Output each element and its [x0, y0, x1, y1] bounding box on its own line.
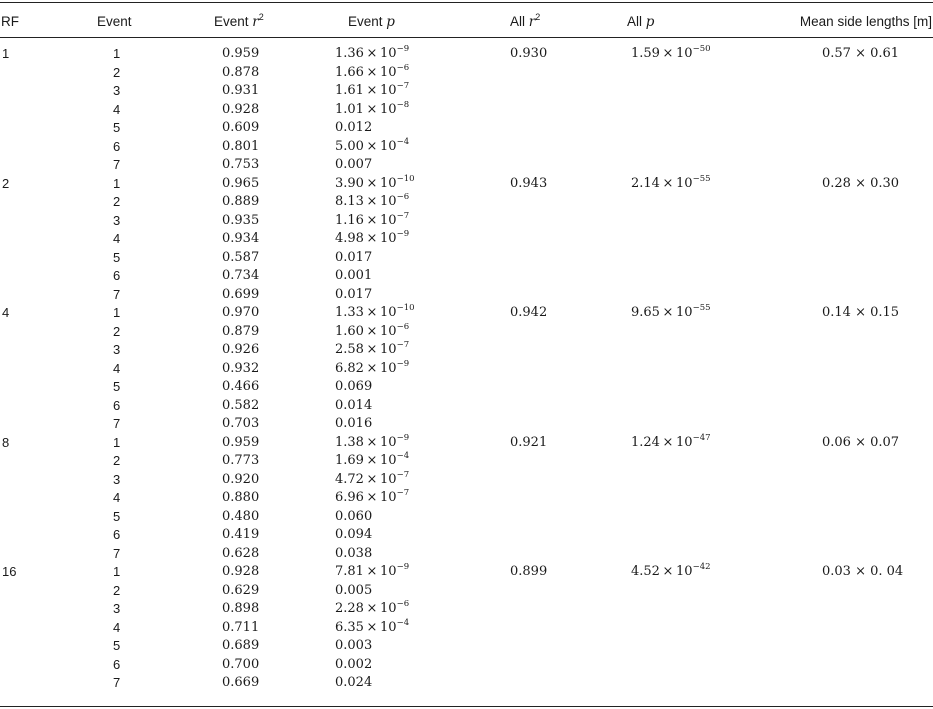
p-exponent: −7 — [396, 469, 410, 480]
event-number: 5 — [113, 379, 121, 394]
event-r2-value: 0.926 — [222, 342, 260, 357]
table-row — [0, 304, 933, 323]
table-row — [0, 360, 933, 379]
event-p-value — [335, 64, 409, 82]
times-ten: × 10 — [659, 175, 693, 191]
event-p-value — [335, 545, 372, 563]
event-number: 3 — [113, 471, 121, 487]
event-p-value — [335, 249, 372, 267]
times-ten: × 10 — [363, 212, 397, 228]
p-plain: 0.016 — [335, 416, 373, 431]
event-p-value — [335, 341, 409, 359]
p-plain: 0.001 — [335, 268, 373, 283]
p-mantissa: 1.60 — [335, 323, 364, 339]
table-row — [0, 212, 933, 231]
event-p-value — [335, 286, 372, 304]
mean-side-lengths-value: 0.06 × 0.07 — [822, 434, 900, 450]
p-exponent: −10 — [396, 173, 415, 184]
table-row — [0, 378, 933, 397]
event-p-value — [335, 360, 409, 378]
mean-side-lengths-value: 0.03 × 0. 04 — [822, 564, 904, 579]
event-r2-value: 0.703 — [222, 416, 260, 431]
table-row — [0, 471, 933, 490]
p-plain: 0.038 — [335, 545, 373, 561]
event-p-value — [335, 619, 409, 637]
table-row — [0, 452, 933, 471]
all-r2-value: 0.930 — [510, 46, 548, 61]
p-exponent: −42 — [692, 562, 711, 572]
times-ten: × 10 — [363, 564, 397, 579]
event-r2-value: 0.879 — [222, 323, 260, 339]
event-r2-value: 0.419 — [222, 527, 260, 542]
p-mantissa: 4.98 — [335, 231, 364, 246]
event-r2-value: 0.965 — [222, 175, 260, 191]
event-r2-value: 0.928 — [222, 564, 260, 579]
event-r2-value: 0.878 — [222, 64, 260, 80]
event-p-value — [335, 637, 372, 655]
times-ten: × 10 — [363, 490, 397, 505]
p-exponent: −9 — [396, 432, 410, 443]
table-top-rule — [0, 2, 933, 3]
event-p-value — [335, 212, 409, 230]
p-mantissa: 9.65 — [631, 305, 660, 320]
times-ten: × 10 — [363, 231, 397, 246]
p-mantissa: 3.90 — [335, 175, 364, 191]
event-number: 5 — [113, 249, 121, 265]
event-r2-value: 0.587 — [222, 249, 260, 265]
all-p-value — [631, 304, 711, 322]
event-number: 3 — [113, 212, 121, 228]
p-mantissa: 4.52 — [631, 564, 660, 579]
event-number: 6 — [113, 656, 121, 672]
times-ten: × 10 — [363, 175, 397, 191]
mean-side-lengths-value: 0.57 × 0.61 — [822, 46, 900, 61]
p-mantissa: 1.01 — [335, 101, 364, 117]
times-ten: × 10 — [363, 305, 397, 320]
event-number: 6 — [113, 397, 121, 413]
times-ten: × 10 — [659, 564, 693, 579]
event-number: 4 — [113, 490, 121, 505]
p-mantissa: 2.58 — [335, 342, 364, 357]
p-exponent: −9 — [396, 229, 410, 239]
times-ten: × 10 — [363, 101, 397, 117]
event-number: 2 — [113, 194, 121, 209]
event-number: 1 — [113, 46, 121, 61]
event-number: 2 — [113, 64, 121, 80]
event-number: 7 — [113, 675, 121, 690]
table-row — [0, 434, 933, 453]
p-mantissa: 6.96 — [335, 490, 364, 505]
header-event-r2: Event $r^2$ — [214, 12, 264, 30]
p-mantissa: 6.82 — [335, 360, 364, 376]
table-row — [0, 656, 933, 675]
p-mantissa: 4.72 — [335, 471, 364, 487]
times-ten: × 10 — [659, 434, 693, 450]
event-p-value — [335, 156, 372, 174]
table-row — [0, 119, 933, 138]
table-row — [0, 526, 933, 545]
event-r2-value: 0.932 — [222, 360, 260, 376]
event-r2-value: 0.689 — [222, 638, 260, 653]
p-mantissa: 7.81 — [335, 564, 364, 579]
event-number: 4 — [113, 231, 121, 246]
event-number: 6 — [113, 527, 121, 542]
event-p-value — [335, 674, 372, 692]
event-r2-value: 0.889 — [222, 194, 260, 209]
table-row — [0, 249, 933, 268]
event-p-value — [335, 508, 372, 526]
all-r2-value: 0.899 — [510, 564, 548, 579]
table-row — [0, 545, 933, 564]
rf-value: 4 — [2, 305, 10, 320]
p-exponent: −50 — [692, 44, 711, 54]
all-p-value — [631, 175, 711, 193]
event-r2-value: 0.880 — [222, 490, 260, 505]
times-ten: × 10 — [363, 619, 397, 635]
event-p-value — [335, 230, 409, 248]
event-p-value — [335, 656, 372, 674]
times-ten: × 10 — [363, 360, 397, 376]
event-r2-value: 0.711 — [222, 619, 260, 635]
p-exponent: −7 — [396, 488, 410, 498]
event-number: 2 — [113, 323, 121, 339]
event-p-value — [335, 600, 409, 618]
p-mantissa: 1.66 — [335, 64, 364, 80]
p-exponent: −10 — [396, 303, 415, 313]
event-r2-value: 0.934 — [222, 231, 260, 246]
p-exponent: −8 — [396, 99, 410, 110]
rf-value: 2 — [2, 175, 10, 191]
event-r2-value: 0.898 — [222, 601, 260, 616]
table-row — [0, 101, 933, 120]
p-plain: 0.012 — [335, 120, 373, 135]
p-exponent: −47 — [692, 432, 711, 443]
p-mantissa: 2.28 — [335, 601, 364, 616]
p-exponent: −55 — [692, 173, 711, 184]
table-row — [0, 582, 933, 601]
event-p-value — [335, 434, 409, 452]
event-r2-value: 0.753 — [222, 157, 260, 172]
event-p-value — [335, 378, 372, 396]
event-number: 1 — [113, 305, 121, 320]
event-number: 7 — [113, 286, 121, 302]
event-p-value — [335, 193, 409, 211]
table-row — [0, 267, 933, 286]
all-r2-value: 0.921 — [510, 434, 548, 450]
event-number: 3 — [113, 83, 121, 98]
p-plain: 0.094 — [335, 527, 373, 542]
p-mantissa: 8.13 — [335, 194, 364, 209]
p-exponent: −9 — [396, 358, 410, 369]
table-row — [0, 82, 933, 101]
table-row — [0, 323, 933, 342]
all-p-value — [631, 434, 711, 452]
event-number: 3 — [113, 342, 121, 357]
event-p-value — [335, 82, 409, 100]
table-body — [0, 45, 933, 693]
event-r2-value: 0.699 — [222, 286, 260, 302]
p-plain: 0.014 — [335, 397, 373, 413]
event-r2-value: 0.959 — [222, 434, 260, 450]
p-plain: 0.069 — [335, 379, 373, 394]
p-plain: 0.017 — [335, 249, 373, 265]
event-number: 4 — [113, 360, 121, 376]
p-mantissa: 6.35 — [335, 619, 364, 635]
table-row — [0, 674, 933, 693]
p-mantissa: 1.24 — [631, 434, 660, 450]
event-number: 6 — [113, 268, 121, 283]
p-plain: 0.007 — [335, 157, 373, 172]
p-exponent: −6 — [396, 62, 410, 73]
times-ten: × 10 — [659, 305, 693, 320]
table-row — [0, 341, 933, 360]
table-row — [0, 64, 933, 83]
table-row — [0, 619, 933, 638]
table-row — [0, 230, 933, 249]
p-mantissa: 1.59 — [631, 46, 660, 61]
times-ten: × 10 — [659, 46, 693, 61]
header-all-p: All p — [627, 14, 655, 30]
p-mantissa: 1.38 — [335, 434, 364, 450]
times-ten: × 10 — [363, 64, 397, 80]
table-row — [0, 397, 933, 416]
event-r2-value: 0.931 — [222, 83, 260, 98]
p-exponent: −6 — [396, 192, 410, 202]
times-ten: × 10 — [363, 342, 397, 357]
p-plain: 0.002 — [335, 656, 373, 672]
event-r2-value: 0.609 — [222, 120, 260, 135]
event-r2-value: 0.928 — [222, 101, 260, 117]
rf-value: 1 — [2, 46, 10, 61]
table-row — [0, 156, 933, 175]
event-p-value — [335, 267, 372, 285]
p-mantissa: 5.00 — [335, 138, 364, 154]
times-ten: × 10 — [363, 46, 397, 61]
p-exponent: −4 — [396, 617, 410, 628]
event-r2-value: 0.773 — [222, 453, 260, 468]
p-plain: 0.060 — [335, 508, 373, 524]
header-mean-side-lengths: Mean side lengths [m] — [799, 14, 932, 29]
event-number: 5 — [113, 120, 121, 135]
event-p-value — [335, 452, 409, 470]
header-rule — [0, 37, 933, 38]
p-mantissa: 1.36 — [335, 46, 364, 61]
table-row — [0, 600, 933, 619]
p-exponent: −55 — [692, 303, 711, 313]
event-number: 7 — [113, 545, 121, 561]
event-p-value — [335, 304, 415, 322]
event-p-value — [335, 563, 409, 581]
table-header — [0, 13, 933, 33]
times-ten: × 10 — [363, 453, 397, 468]
p-exponent: −4 — [396, 136, 410, 147]
event-p-value — [335, 489, 409, 507]
event-r2-value: 0.582 — [222, 397, 260, 413]
event-r2-value: 0.700 — [222, 656, 260, 672]
p-exponent: −9 — [396, 44, 410, 54]
event-p-value — [335, 45, 409, 63]
p-mantissa: 2.14 — [631, 175, 660, 191]
event-p-value — [335, 119, 372, 137]
event-r2-value: 0.628 — [222, 545, 260, 561]
p-plain: 0.024 — [335, 675, 373, 690]
table-row — [0, 193, 933, 212]
table-row — [0, 637, 933, 656]
event-p-value — [335, 323, 409, 341]
p-exponent: −4 — [396, 451, 410, 461]
all-r2-value: 0.942 — [510, 305, 548, 320]
event-number: 5 — [113, 508, 121, 524]
event-number: 6 — [113, 138, 121, 154]
event-number: 2 — [113, 582, 121, 598]
all-r2-value: 0.943 — [510, 175, 548, 191]
event-r2-value: 0.466 — [222, 379, 260, 394]
event-p-value — [335, 397, 372, 415]
event-r2-value: 0.669 — [222, 675, 260, 690]
event-p-value — [335, 138, 409, 156]
event-r2-value: 0.734 — [222, 268, 260, 283]
header-all-r2: All $r^2$ — [510, 12, 541, 30]
event-r2-value: 0.959 — [222, 46, 260, 61]
p-plain: 0.005 — [335, 582, 373, 598]
p-mantissa: 1.33 — [335, 305, 364, 320]
table-row — [0, 489, 933, 508]
header-event: Event — [97, 14, 132, 29]
header-rf: RF — [1, 14, 19, 29]
mean-side-lengths-value: 0.14 × 0.15 — [822, 305, 900, 320]
times-ten: × 10 — [363, 601, 397, 616]
table-row — [0, 415, 933, 434]
event-number: 7 — [113, 157, 121, 172]
p-mantissa: 1.16 — [335, 212, 364, 228]
event-r2-value: 0.480 — [222, 508, 260, 524]
times-ten: × 10 — [363, 138, 397, 154]
times-ten: × 10 — [363, 83, 397, 98]
times-ten: × 10 — [363, 471, 397, 487]
times-ten: × 10 — [363, 323, 397, 339]
times-ten: × 10 — [363, 434, 397, 450]
rf-value: 16 — [2, 564, 17, 579]
event-number: 5 — [113, 638, 121, 653]
event-p-value — [335, 101, 409, 119]
table-row — [0, 563, 933, 582]
event-number: 4 — [113, 101, 121, 117]
event-r2-value: 0.935 — [222, 212, 260, 228]
times-ten: × 10 — [363, 194, 397, 209]
table-row — [0, 138, 933, 157]
p-exponent: −9 — [396, 562, 410, 572]
event-number: 1 — [113, 434, 121, 450]
all-p-value — [631, 45, 711, 63]
p-exponent: −7 — [396, 210, 410, 221]
event-number: 3 — [113, 601, 121, 616]
table-bottom-rule — [0, 706, 933, 707]
p-mantissa: 1.61 — [335, 83, 364, 98]
p-exponent: −6 — [396, 599, 410, 609]
event-p-value — [335, 175, 415, 193]
table-row — [0, 175, 933, 194]
table-row — [0, 286, 933, 305]
p-plain: 0.017 — [335, 286, 373, 302]
event-number: 1 — [113, 564, 121, 579]
event-p-value — [335, 526, 372, 544]
p-mantissa: 1.69 — [335, 453, 364, 468]
event-p-value — [335, 471, 409, 489]
table-row — [0, 45, 933, 64]
all-p-value — [631, 563, 711, 581]
mean-side-lengths-value: 0.28 × 0.30 — [822, 175, 900, 191]
event-p-value — [335, 582, 372, 600]
event-r2-value: 0.801 — [222, 138, 260, 154]
event-r2-value: 0.920 — [222, 471, 260, 487]
event-p-value — [335, 415, 372, 433]
p-exponent: −7 — [396, 340, 410, 350]
p-plain: 0.003 — [335, 638, 373, 653]
p-exponent: −6 — [396, 321, 410, 332]
header-event-p: Event p — [348, 14, 395, 30]
event-number: 1 — [113, 175, 121, 191]
event-number: 7 — [113, 416, 121, 431]
event-r2-value: 0.629 — [222, 582, 260, 598]
table-row — [0, 508, 933, 527]
rf-value: 8 — [2, 434, 10, 450]
event-number: 2 — [113, 453, 121, 468]
p-exponent: −7 — [396, 81, 410, 91]
event-number: 4 — [113, 619, 121, 635]
event-r2-value: 0.970 — [222, 305, 260, 320]
